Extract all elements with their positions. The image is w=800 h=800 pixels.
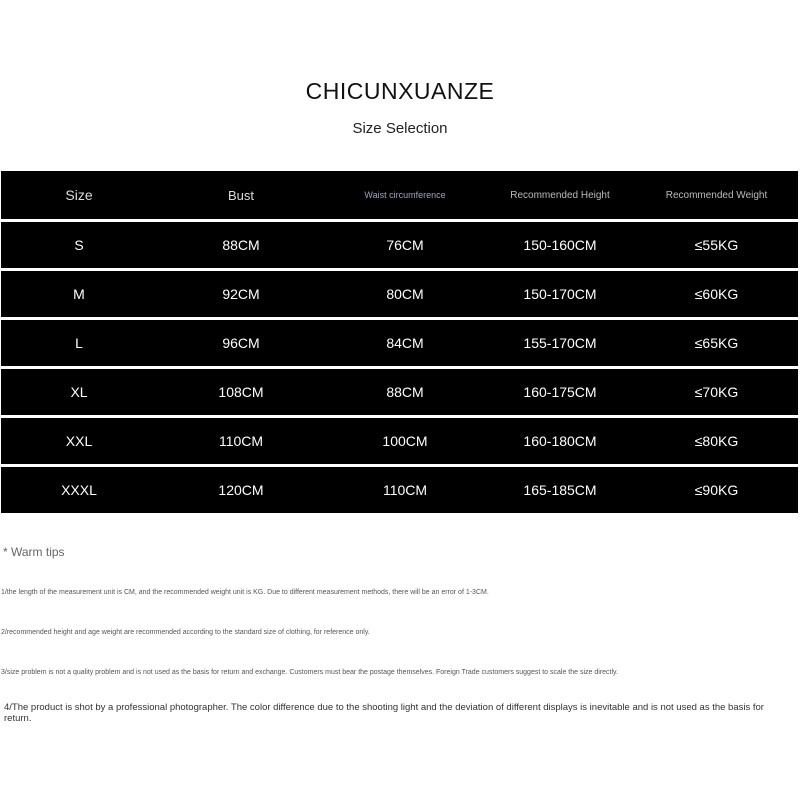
table-row <box>1 320 798 366</box>
cell-weight: ≤80KG <box>694 433 739 449</box>
cell-weight: ≤70KG <box>694 384 739 400</box>
cell-bust: 120CM <box>218 482 264 498</box>
cell-weight: ≤90KG <box>694 482 739 498</box>
column-header-size: Size <box>65 187 93 203</box>
cell-height: 165-185CM <box>523 482 597 498</box>
cell-height: 150-170CM <box>523 286 597 302</box>
warm-tips-heading: * Warm tips <box>3 545 65 559</box>
tip-note-2: 2/recommended height and age weight are recommended according to the standard size of clothing, for reference only. <box>1 629 370 636</box>
cell-weight: ≤55KG <box>694 237 739 253</box>
cell-waist: 84CM <box>386 335 424 351</box>
cell-size: XL <box>70 384 88 400</box>
cell-bust: 110CM <box>218 433 264 449</box>
column-header-weight: Recommended Weight <box>665 189 768 201</box>
page-subtitle: Size Selection <box>352 120 448 137</box>
cell-waist: 88CM <box>386 384 424 400</box>
table-row <box>1 369 798 415</box>
size-table <box>1 171 798 516</box>
cell-height: 160-180CM <box>523 433 597 449</box>
cell-size: M <box>73 286 85 302</box>
cell-waist: 76CM <box>386 237 424 253</box>
cell-waist: 110CM <box>382 482 428 498</box>
column-header-waist: Waist circumference <box>364 190 446 200</box>
cell-height: 155-170CM <box>523 335 597 351</box>
column-header-height: Recommended Height <box>510 189 610 201</box>
table-row <box>1 467 798 513</box>
cell-height: 150-160CM <box>523 237 597 253</box>
cell-size: XXL <box>65 433 93 449</box>
tip-note-4: 4/The product is shot by a professional photographer. The color difference due to the shooting light and the deviation of different displays is inevitable and is not used as the basis for return. <box>4 702 764 724</box>
cell-waist: 80CM <box>386 286 424 302</box>
cell-height: 160-175CM <box>523 384 597 400</box>
tip-note-3: 3/size problem is not a quality problem and is not used as the basis for return and exchange. Customers must bear the postage themselves. Foreign Trade customers suggest to scale the size directly. <box>1 669 618 676</box>
tip-note-1: 1/the length of the measurement unit is CM, and the recommended weight unit is KG. Due to different measurement methods, there will be an error of 1-3CM. <box>1 589 489 596</box>
brand-title: CHICUNXUANZE <box>305 78 495 104</box>
table-row <box>1 222 798 268</box>
cell-size: S <box>74 237 84 253</box>
cell-bust: 88CM <box>222 237 260 253</box>
cell-waist: 100CM <box>382 433 428 449</box>
cell-bust: 92CM <box>222 286 260 302</box>
cell-size: L <box>75 335 83 351</box>
cell-bust: 96CM <box>222 335 260 351</box>
cell-weight: ≤65KG <box>694 335 739 351</box>
cell-bust: 108CM <box>218 384 264 400</box>
table-row <box>1 418 798 464</box>
table-header-row <box>1 171 798 219</box>
cell-size: XXXL <box>61 482 97 498</box>
cell-weight: ≤60KG <box>694 286 739 302</box>
column-header-bust: Bust <box>227 187 254 203</box>
table-row <box>1 271 798 317</box>
